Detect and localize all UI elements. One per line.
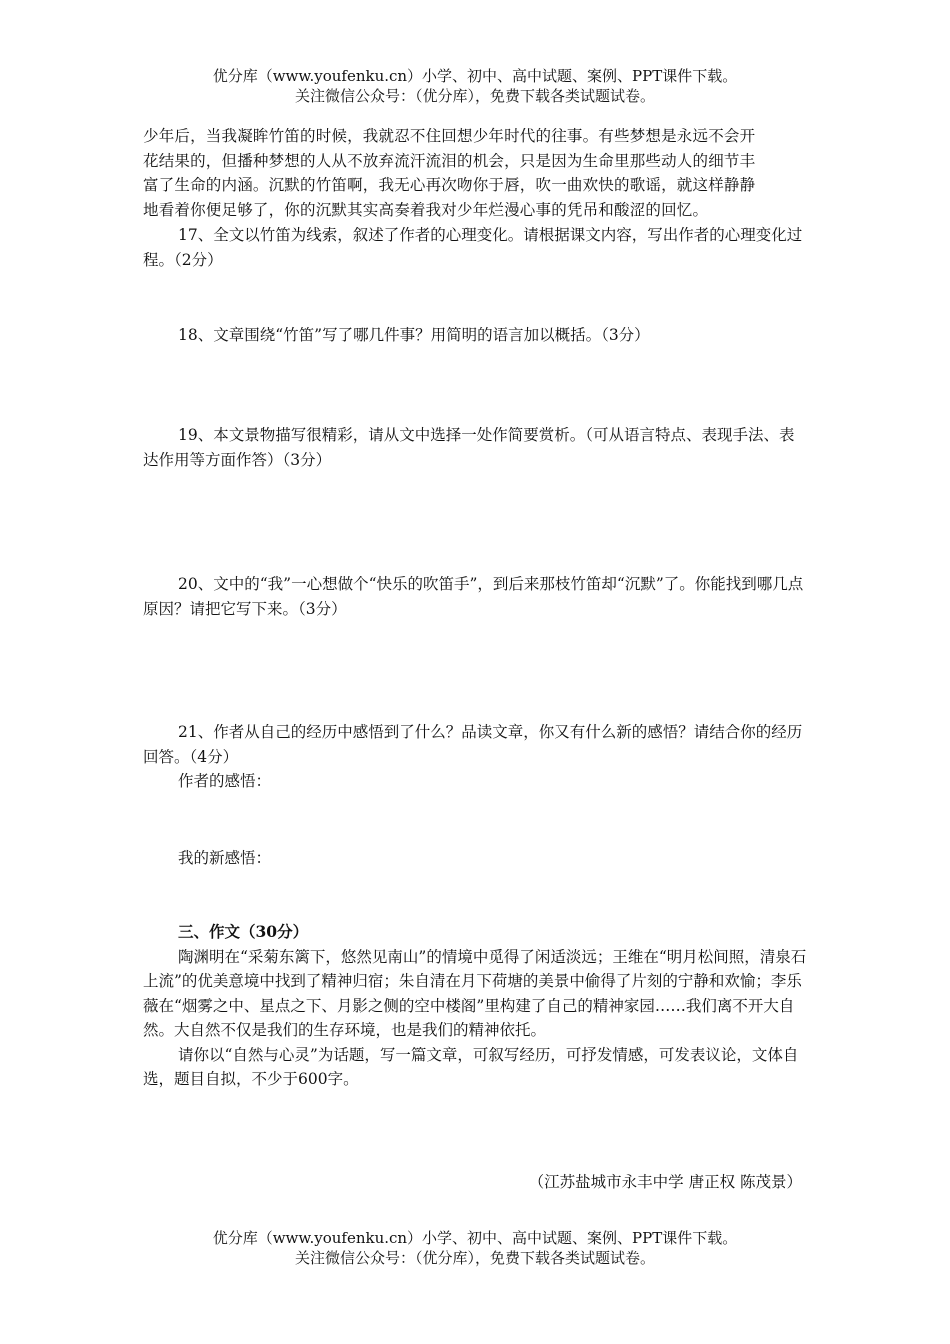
footer-line-2: 关注微信公众号：（优分库），免费下载各类试题试卷。 (294, 1249, 655, 1267)
footer-line-1: 优分库（www.youfenku.cn）小学、初中、高中试题、案例、PPT课件下载。 (212, 1229, 738, 1247)
passage-line-1: 少年后，当我凝眸竹笛的时候，我就忍不住回想少年时代的往事。有些梦想是永远不会开 (143, 127, 756, 145)
header-line-2: 关注微信公众号：（优分库），免费下载各类试题试卷。 (294, 87, 655, 105)
essay-prompt-paragraph: 陶渊明在“采菊东篱下，悠然见南山”的情境中觅得了闲适淡远；王维在“明月松间照，清泉石上流”的优美意境中找到了精神归宿；朱自清在月下荷塘的美景中偷得了片刻的宁静和欢愉；李乐薇在“烟雾之中、星点之下、月影之侧的空中楼阁”里构建了自己的精神家园……我们离不开大自然。大自然不仅是我们的生存环境，也是我们的精神依托。 (143, 947, 807, 1039)
header-line-1: 优分库（www.youfenku.cn）小学、初中、高中试题、案例、PPT课件下载。 (212, 67, 738, 85)
question-21: 21、作者从自己的经历中感悟到了什么？品读文章，你又有什么新的感悟？请结合你的经历回答。（4分） (143, 723, 803, 766)
passage-line-2: 花结果的，但播种梦想的人从不放弃流汗流泪的机会，只是因为生命里那些动人的细节丰 (143, 151, 756, 170)
q21-author-label: 作者的感悟： (178, 772, 272, 790)
author-credit: （江苏盐城市永丰中学 唐正权 陈茂景） (528, 1173, 802, 1191)
page-footer (0, 1228, 950, 1268)
essay-section-title: 三、作文（30分） (178, 922, 309, 941)
page-header (0, 66, 950, 106)
question-20: 20、文中的“我”一心想做个“快乐的吹笛手”，到后来那枝竹笛却“沉默”了。你能找到哪几点原因？请把它写下来。（3分） (143, 575, 804, 618)
essay-instruction-paragraph: 请你以“自然与心灵”为话题，写一篇文章，可叙写经历，可抒发情感，可发表议论，文体自选，题目自拟，不少于600字。 (143, 1045, 799, 1088)
passage-excerpt (143, 124, 809, 222)
q21-mine-label: 我的新感悟： (178, 849, 272, 867)
passage-line-3: 富了生命的内涵。沉默的竹笛啊，我无心再次吻你于唇，吹一曲欢快的歌谣，就这样静静 (143, 176, 756, 194)
passage-line-4: 地看着你便足够了，你的沉默其实高奏着我对少年烂漫心事的凭吊和酸涩的回忆。 (143, 200, 709, 219)
question-17: 17、全文以竹笛为线索，叙述了作者的心理变化。请根据课文内容，写出作者的心理变化过程。（2分） (143, 226, 803, 269)
question-18: 18、文章围绕“竹笛”写了哪几件事？用简明的语言加以概括。（3分） (178, 326, 650, 344)
question-19: 19、本文景物描写很精彩，请从文中选择一处作简要赏析。（可从语言特点、表现手法、表达作用等方面作答）（3分） (143, 426, 795, 469)
